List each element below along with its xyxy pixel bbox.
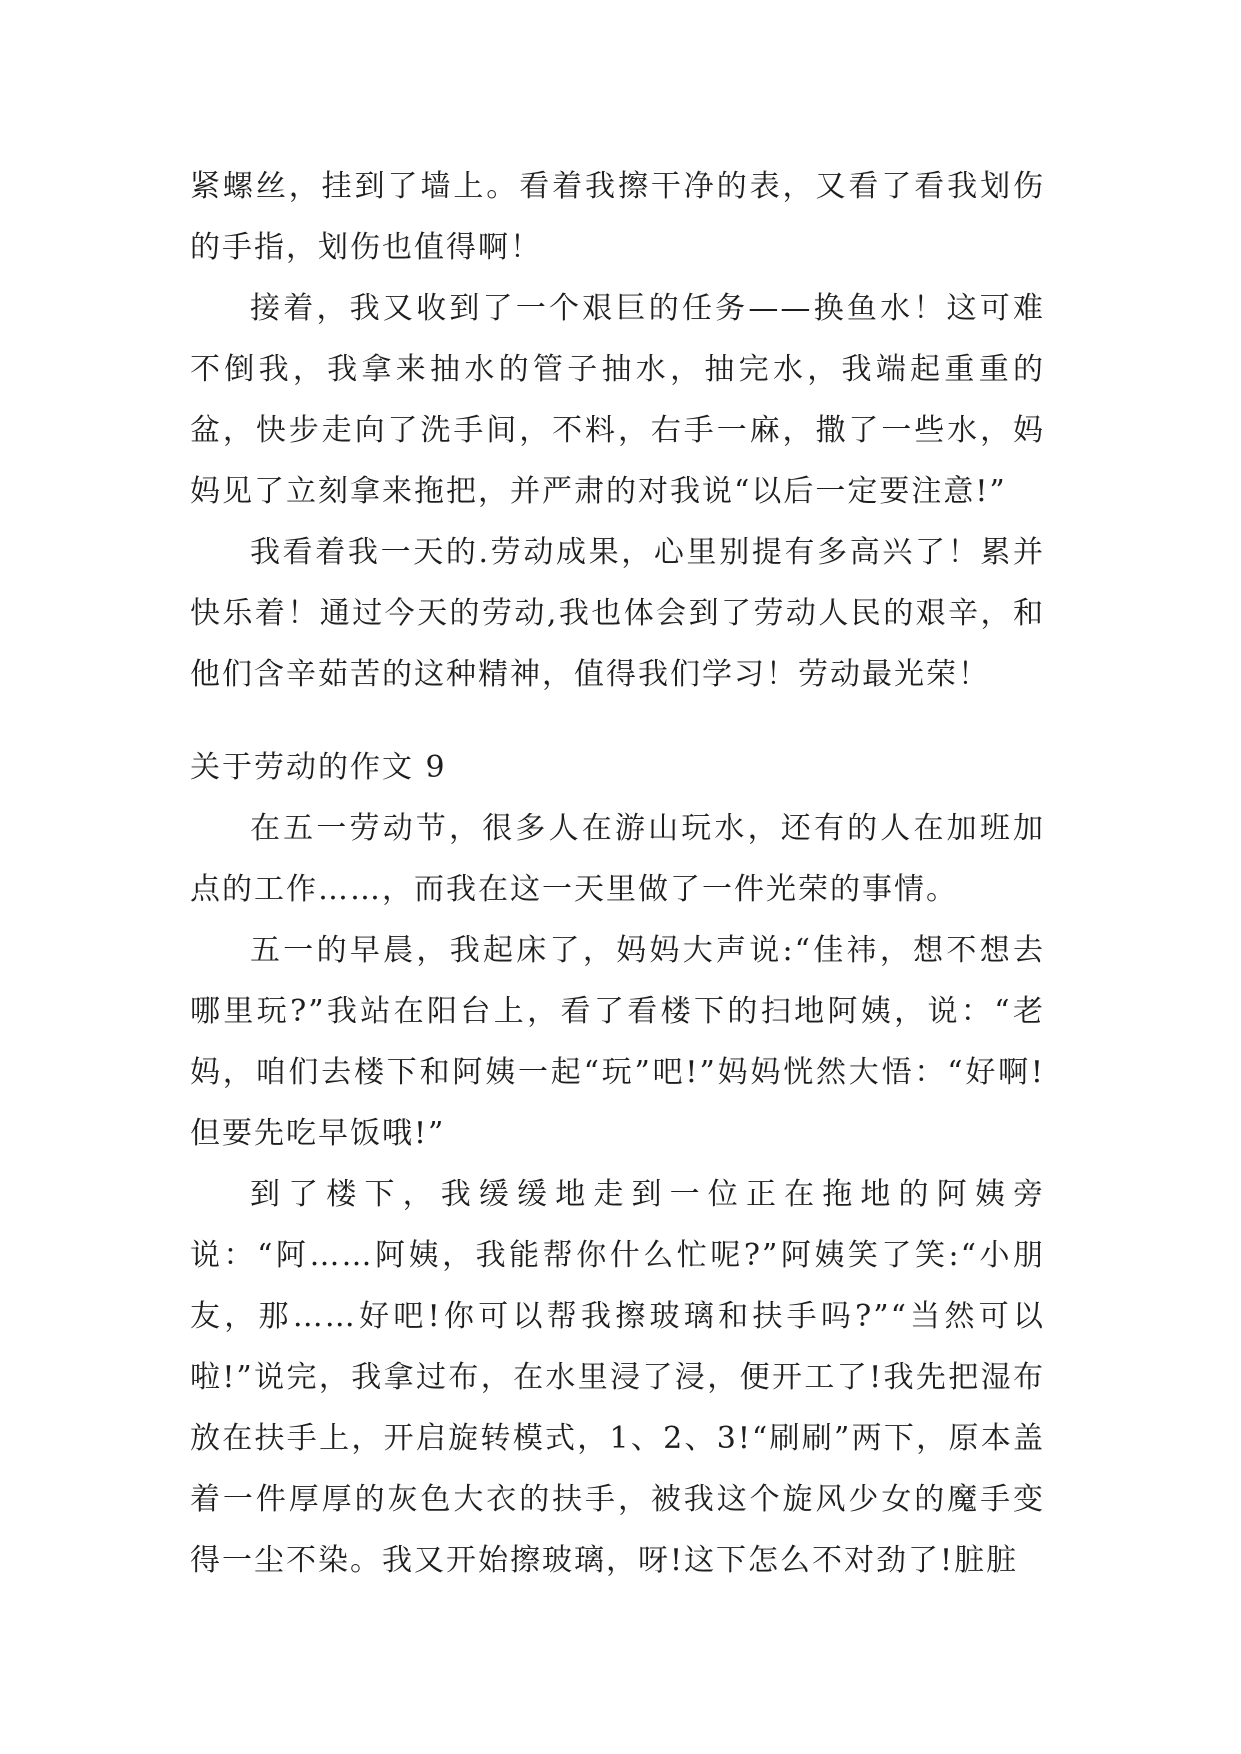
paragraph: 在五一劳动节，很多人在游山玩水，还有的人在加班加点的工作……，而我在这一天里做了一件光荣的事情。 (190, 811, 1045, 907)
previous-essay-ending (190, 156, 1045, 705)
paragraph: 接着，我又收到了一个艰巨的任务——换鱼水！这可难不倒我，我拿来抽水的管子抽水，抽完水，我端起重重的盆，快步走向了洗手间，不料，右手一麻，撒了一些水，妈妈见了立刻拿来拖把，并严肃的对我说“以后一定要注意!” (190, 291, 1045, 509)
paragraph: 到了楼下，我缓缓地走到一位正在拖地的阿姨旁说：“阿……阿姨，我能帮你什么忙呢?”阿姨笑了笑:“小朋友，那……好吧!你可以帮我擦玻璃和扶手吗?”“当然可以啦!”说完，我拿过布，在水里浸了浸，便开工了!我先把湿布放在扶手上，开启旋转模式，1、2、3!“刷刷”两下，原本盖着一件厚厚的灰色大衣的扶手，被我这个旋风少女的魔手变得一尘不染。我又开始擦玻璃，呀!这下怎么不对劲了!脏脏 (190, 1177, 1045, 1578)
essay-title: 关于劳动的作文 9 (190, 750, 447, 785)
essay-section (190, 737, 1045, 1591)
paragraph: 五一的早晨，我起床了，妈妈大声说:“佳祎，想不想去哪里玩?”我站在阳台上，看了看楼下的扫地阿姨，说：“老妈，咱们去楼下和阿姨一起“玩”吧!”妈妈恍然大悟：“好啊!但要先吃早饭哦!” (190, 933, 1045, 1151)
paragraph: 紧螺丝，挂到了墙上。看着我擦干净的表，又看了看我划伤的手指，划伤也值得啊！ (190, 169, 1045, 265)
paragraph: 我看着我一天的.劳动成果，心里别提有多高兴了！累并快乐着！通过今天的劳动,我也体会到了劳动人民的艰辛，和他们含辛茹苦的这种精神，值得我们学习！劳动最光荣！ (190, 535, 1045, 692)
